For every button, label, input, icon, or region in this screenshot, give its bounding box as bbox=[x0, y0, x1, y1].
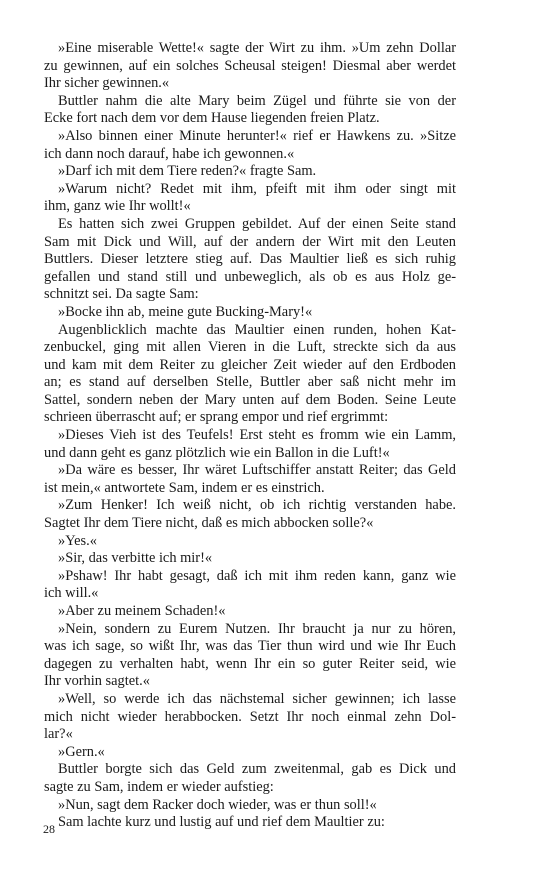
text-line: schrieen überrascht auf; er sprang empor und rief ergrimmt: bbox=[44, 409, 389, 426]
text-line: was ich sage, so wißt Ihr, was das Tier thun wird und wie Ihr Euch bbox=[44, 638, 456, 655]
text-line: »Nun, sagt dem Racker doch wieder, was er thun soll!« bbox=[58, 796, 377, 813]
text-line: »Nein, sondern zu Eurem Nutzen. Ihr braucht ja nur zu hören, bbox=[58, 620, 456, 637]
text-line: ich dann noch darauf, habe ich gewonnen.« bbox=[44, 145, 295, 162]
text-line: ist mein,« antwortete Sam, indem er es einstrich. bbox=[44, 479, 325, 496]
text-line: Ihr vorhin sagtet.« bbox=[44, 673, 150, 690]
text-line: Es hatten sich zwei Gruppen gebildet. Auf der einen Seite stand bbox=[58, 215, 456, 232]
text-line: Buttler nahm die alte Mary beim Zügel und führte sie von der bbox=[58, 92, 456, 109]
text-line: dagegen zu verhalten habt, wenn Ihr ein so guter Reiter seid, wie bbox=[44, 655, 456, 672]
text-line: und kam mit dem Reiter zu gleicher Zeit wieder auf den Erdboden bbox=[44, 356, 456, 373]
text-line: »Darf ich mit dem Tiere reden?« fragte Sam. bbox=[58, 163, 317, 180]
text-line: »Aber zu meinem Schaden!« bbox=[58, 603, 226, 619]
text-line: »Dieses Vieh ist des Teufels! Erst steht es fromm wie ein Lamm, bbox=[58, 427, 456, 444]
text-line: zu gewinnen, auf ein solches Scheusal steigen! Diesmal aber werdet bbox=[44, 57, 456, 74]
text-line: Ecke fort nach dem vor dem Hause liegenden freien Platz. bbox=[44, 110, 380, 127]
text-line: ich will.« bbox=[44, 585, 99, 602]
text-line: zenbuckel, ging mit allen Vieren in die Luft, streckte sich da aus bbox=[44, 339, 456, 356]
text-line: »Pshaw! Ihr habt gesagt, daß ich mit ihm reden kann, ganz wie bbox=[58, 567, 456, 584]
text-line: »Zum Henker! Ich weiß nicht, ob ich richtig verstanden habe. bbox=[58, 497, 456, 514]
text-line: Sagtet Ihr dem Tiere nicht, daß es mich abbocken solle?« bbox=[44, 515, 374, 532]
text-line: Augenblicklich machte das Maultier einen runden, hohen Kat- bbox=[58, 321, 456, 338]
text-line: und dann geht es ganz plötzlich wie ein Ballon in die Luft!« bbox=[44, 444, 390, 461]
page-number: 28 bbox=[43, 822, 55, 836]
text-line: Buttler borgte sich das Geld zum zweitenmal, gab es Dick und bbox=[58, 761, 456, 778]
text-line: »Well, so werde ich das nächstemal sicher gewinnen; ich lasse bbox=[58, 690, 456, 707]
text-line: »Gern.« bbox=[58, 743, 105, 760]
text-line: »Sir, das verbitte ich mir!« bbox=[58, 550, 213, 567]
text-line: »Eine miserable Wette!« sagte der Wirt zu ihm. »Um zehn Dollar bbox=[58, 40, 456, 56]
text-line: mich nicht wieder herabbocken. Setzt Ihr noch einmal zehn Dol- bbox=[44, 708, 456, 725]
text-line: lar?« bbox=[44, 726, 73, 743]
text-line: »Bocke ihn ab, meine gute Bucking-Mary!« bbox=[58, 303, 313, 320]
text-line: Ihr sicher gewinnen.« bbox=[44, 75, 170, 92]
text-line: Buttlers. Dieser letztere stieg auf. Das Maultier ließ es sich ruhig bbox=[44, 251, 456, 268]
text-line: Sam lachte kurz und lustig auf und rief dem Maultier zu: bbox=[58, 814, 385, 831]
text-line: »Also binnen einer Minute herunter!« rief er Hawkens zu. »Sitze bbox=[58, 127, 456, 144]
text-line: an; es stand auf derselben Stelle, Buttler aber saß nicht mehr im bbox=[44, 374, 456, 391]
page-body bbox=[44, 40, 456, 832]
text-line: sagte zu Sam, indem er wieder aufstieg: bbox=[44, 778, 274, 795]
text-line: »Da wäre es besser, Ihr wäret Luftschiffer anstatt Reiter; das Geld bbox=[58, 462, 456, 479]
text-line: »Yes.« bbox=[58, 532, 97, 549]
text-line: schnitzt sei. Da sagte Sam: bbox=[44, 286, 199, 303]
text-line: gefallen und stand still und unbeweglich, als ob es aus Holz ge- bbox=[44, 268, 456, 285]
text-line: »Warum nicht? Redet mit ihm, pfeift mit ihm oder singt mit bbox=[58, 180, 456, 197]
text-line: Sattel, sondern neben der Mary unten auf dem Boden. Seine Leute bbox=[44, 391, 456, 408]
text-line: Sam mit Dick und Will, auf der andern der Wirt mit den Leuten bbox=[44, 233, 456, 250]
text-line: ihm, ganz wie Ihr wollt!« bbox=[44, 198, 191, 215]
